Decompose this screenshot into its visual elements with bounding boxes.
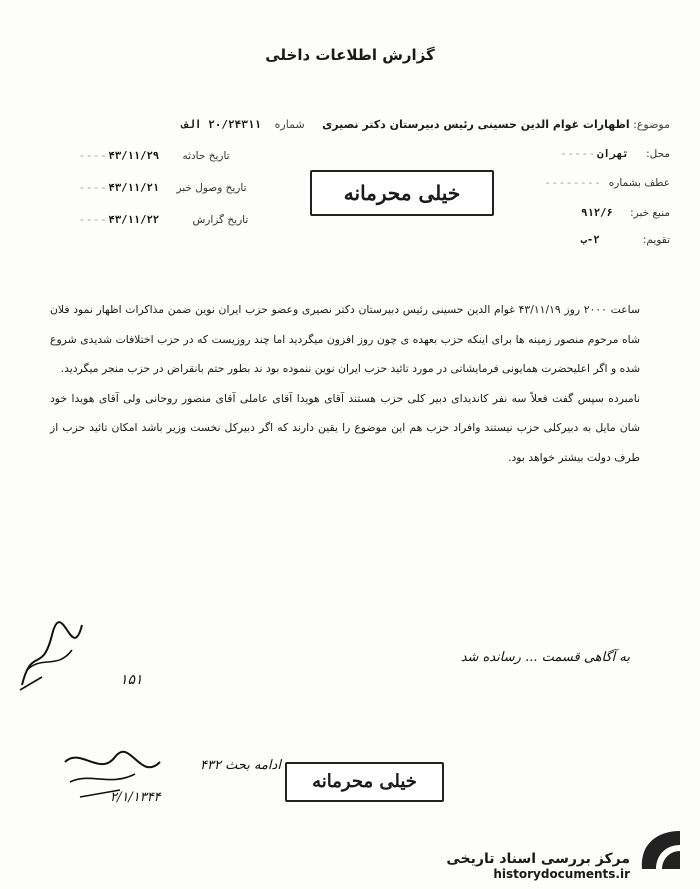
place-row <box>562 148 671 160</box>
receipt-date-value: ۴۳/۱۱/۲۱ <box>108 182 160 194</box>
event-date-value: ۴۳/۱۱/۲۹ <box>108 150 160 162</box>
body-paragraph-1: ساعت ۲۰۰۰ روز ۴۳/۱۱/۱۹ غوام الدین حسینی رئیس دبیرستان دکتر نصیری وعضو حزب ایران نوین ضمن مذاکرات اظهار نمود فلان شاه مرحوم منصور زمینه ها برای اینکه حزب بعهده ی چون روز افزون میگردید اما چند روزیست که در حزب اختلافات شدیدی شروع شده و اگر اعلیحضرت همایونی فرمایشاتی در مورد تائید حزب ایران نوین ننموده بود ند بطور حتم بانقراض در حزب منجر میگردید. <box>50 303 641 375</box>
place-value: تهران <box>597 148 629 160</box>
watermark-persian: مرکز بررسی اسناد تاریخی <box>446 851 630 867</box>
watermark-logo-icon <box>636 825 686 875</box>
event-date-dashes: - - - - <box>80 150 106 162</box>
report-body <box>50 295 640 472</box>
reference-label: عطف بشماره <box>608 177 670 189</box>
number-value: ۲۰/۲۴۳۱۱ الف <box>181 118 262 131</box>
subject-row <box>30 118 670 131</box>
appraisal-row <box>581 234 670 246</box>
number-label: شماره <box>274 118 305 131</box>
watermark-url: historydocuments.ir <box>493 867 630 881</box>
subject-value: اظهارات غوام الدین حسینی رئیس دبیرستان دکتر نصیری <box>322 118 630 131</box>
archive-watermark <box>446 851 630 881</box>
report-date-value: ۴۳/۱۱/۲۲ <box>108 214 160 226</box>
report-date-dashes: - - - - <box>80 214 106 226</box>
margin-note: به آگاهی قسمت ... رسانده شد <box>460 650 630 665</box>
source-label: منبع خبر: <box>630 207 670 219</box>
reference-dashes: - - - - - - - - <box>545 177 600 189</box>
event-date-label: تاریخ حادثه <box>182 150 230 162</box>
margin-number: ۱۵۱ <box>120 672 143 688</box>
subject-label: موضوع: <box>633 118 670 131</box>
margin-signature-scribble <box>12 615 92 695</box>
body-paragraph-2: نامبرده سپس گفت فعلاً سه نفر کاندیدای دبیر کلی حزب هستند آقای هویدا آقای عاملی آقای منصور روحانی ولی آقای هویدا خود شان مایل به دبیرکلی حزب نیستند وافراد حزب هم این موضوع را یقین دارند که اگر دبیرکل نخست وزیر باشد امکان تائید حزب از طرف دولت بیشتر خواهد بود. <box>50 391 640 464</box>
bottom-date: ۲/۱/۱۳۴۴ <box>110 790 161 805</box>
reference-row <box>546 177 670 189</box>
report-date-label: تاریخ گزارش <box>192 214 249 226</box>
appraisal-value: ۲-ب <box>580 234 600 246</box>
classification-stamp-bottom: خیلی محرمانه <box>285 762 444 802</box>
place-label: محل: <box>646 148 670 160</box>
source-row <box>581 207 670 219</box>
receipt-date-label: تاریخ وصول خبر <box>176 182 247 194</box>
place-dashes: - - - - - <box>561 148 594 160</box>
classification-stamp-top: خیلی محرمانه <box>310 170 494 216</box>
report-date-row <box>80 214 248 226</box>
event-date-row <box>80 150 230 162</box>
receipt-date-dashes: - - - - <box>80 182 106 194</box>
appraisal-label: تقویم: <box>642 234 670 246</box>
receipt-date-row <box>80 182 247 194</box>
bottom-note: ادامه بحث ۴۳۲ <box>200 758 281 773</box>
source-value: ۹۱۲/۶ <box>581 207 613 219</box>
report-title: گزارش اطلاعات داخلی <box>265 46 435 64</box>
